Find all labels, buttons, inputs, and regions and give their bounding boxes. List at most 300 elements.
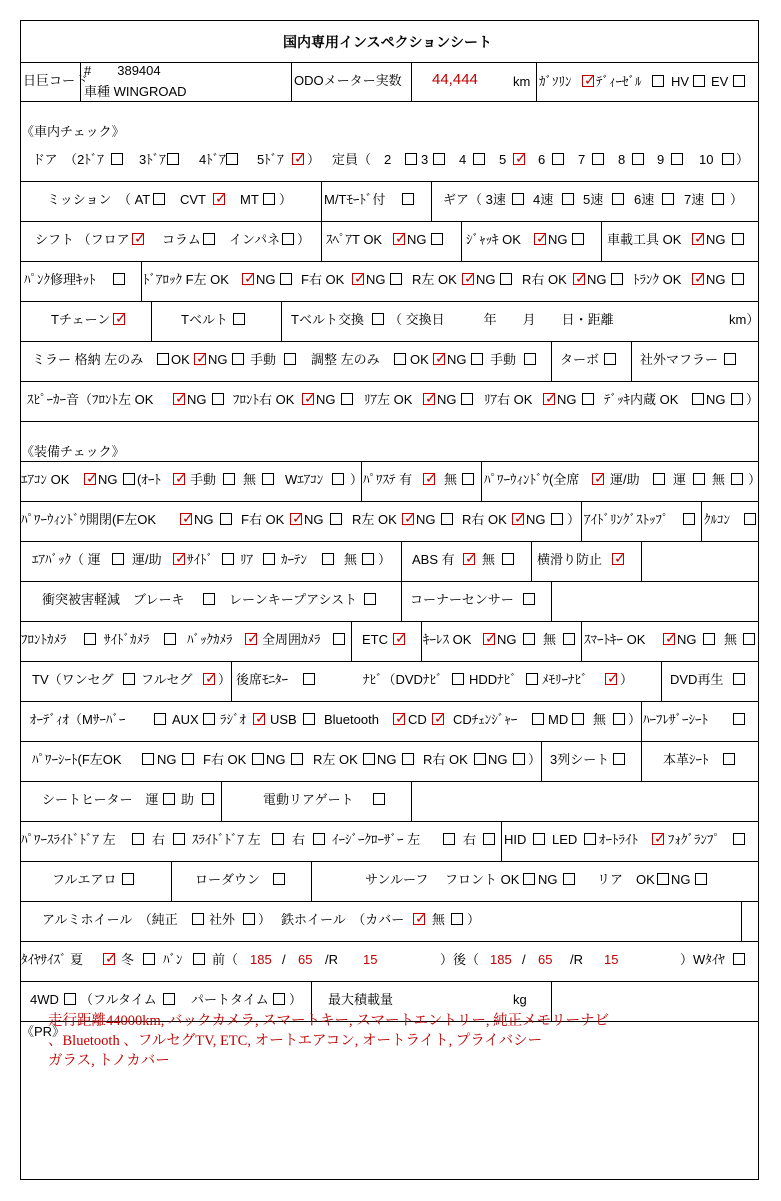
row-divider	[21, 621, 758, 622]
checkbox[interactable]	[733, 673, 745, 685]
checkbox[interactable]	[605, 673, 617, 685]
checkbox[interactable]	[463, 553, 475, 565]
checkbox[interactable]	[252, 753, 264, 765]
checkbox[interactable]	[432, 713, 444, 725]
checkbox[interactable]	[364, 593, 376, 605]
field-label: ミッション （ AT	[47, 192, 151, 207]
field-label: ）	[736, 152, 750, 167]
checkbox[interactable]	[226, 153, 238, 165]
checkbox[interactable]	[733, 713, 745, 725]
row-divider	[21, 901, 758, 902]
field-label: ﾌｫｸﾞﾗﾝﾌﾟ	[668, 832, 720, 847]
checkbox[interactable]	[157, 353, 169, 365]
field-label: ﾌﾛﾝﾄ右 OK	[233, 392, 295, 407]
checkbox[interactable]	[657, 873, 669, 885]
fuel-hv-label: HV	[671, 74, 690, 89]
checkbox[interactable]	[64, 993, 76, 1005]
checkbox[interactable]	[512, 193, 524, 205]
checkbox[interactable]	[662, 193, 674, 205]
field-label: ）	[350, 472, 364, 487]
checkbox[interactable]	[122, 873, 134, 885]
checkbox[interactable]	[173, 473, 185, 485]
field-label: ）	[730, 192, 744, 207]
checkbox[interactable]	[330, 513, 342, 525]
checkbox[interactable]	[154, 713, 166, 725]
checkbox[interactable]	[393, 713, 405, 725]
checkbox[interactable]	[352, 273, 364, 285]
row-divider	[21, 341, 758, 342]
checkbox[interactable]	[523, 593, 535, 605]
checkbox[interactable]	[253, 713, 265, 725]
checkbox[interactable]	[363, 753, 375, 765]
field-label: 無	[543, 632, 557, 647]
checkbox[interactable]	[584, 833, 596, 845]
checkbox[interactable]	[423, 393, 435, 405]
field-label: 無	[344, 552, 358, 567]
checkbox[interactable]	[471, 353, 483, 365]
field-label: ｶｰﾃﾝ	[281, 552, 307, 567]
checkbox[interactable]	[732, 273, 744, 285]
field-label: ﾊﾟﾝｸ修理ｷｯﾄ	[24, 272, 96, 287]
checkbox[interactable]	[632, 153, 644, 165]
field-label: ﾌﾛﾝﾄｶﾒﾗ	[21, 632, 67, 647]
checkbox[interactable]	[390, 273, 402, 285]
field-label: 無	[243, 472, 257, 487]
field-label: Tベルト交換	[291, 312, 364, 327]
field-label: 10	[699, 152, 714, 167]
field-label: ｷｰﾚｽ OK	[423, 632, 472, 647]
checkbox[interactable]	[167, 153, 179, 165]
checkbox[interactable]	[552, 153, 564, 165]
checkbox[interactable]	[563, 633, 575, 645]
row-divider	[21, 101, 758, 102]
field-label: NG	[194, 512, 214, 527]
checkbox[interactable]	[203, 233, 215, 245]
cell-divider	[601, 221, 602, 261]
checkbox[interactable]	[743, 633, 755, 645]
row-divider	[21, 941, 758, 942]
checkbox[interactable]	[302, 393, 314, 405]
checkbox[interactable]	[194, 353, 206, 365]
field-label: 全周囲ｶﾒﾗ	[262, 632, 321, 647]
checkbox[interactable]	[132, 833, 144, 845]
checkbox[interactable]	[273, 873, 285, 885]
checkbox[interactable]	[572, 713, 584, 725]
field-label: ｽﾋﾟｰｶｰ音（ﾌﾛﾝﾄ左 OK	[27, 392, 154, 407]
row-divider	[21, 861, 758, 862]
field-label: パートタイム	[191, 992, 269, 1007]
checkbox[interactable]	[441, 513, 453, 525]
checkbox[interactable]	[612, 193, 624, 205]
field-label: 185	[490, 952, 512, 967]
field-label: ドア （2ﾄﾞｱ	[32, 152, 104, 167]
checkbox[interactable]	[273, 993, 285, 1005]
checkbox[interactable]	[213, 193, 225, 205]
checkbox[interactable]	[474, 753, 486, 765]
field-label: DVD再生	[670, 672, 724, 687]
checkbox[interactable]	[532, 713, 544, 725]
checkbox[interactable]	[393, 633, 405, 645]
checkbox[interactable]	[242, 273, 254, 285]
field-label: NG	[157, 752, 177, 767]
field-label: ﾊﾟﾜｽﾃ 有	[363, 472, 413, 487]
field-label: NG	[407, 232, 427, 247]
odo-label: ODOメーター実数	[294, 73, 402, 88]
checkbox[interactable]	[523, 633, 535, 645]
checkbox[interactable]	[523, 873, 535, 885]
row-divider	[21, 421, 758, 422]
cell-divider	[481, 461, 482, 501]
checkbox[interactable]	[402, 513, 414, 525]
checkbox[interactable]	[113, 313, 125, 325]
checkbox[interactable]	[291, 753, 303, 765]
field-label: ﾊﾞｯｸｶﾒﾗ	[187, 632, 233, 647]
field-label: F右 OK	[203, 752, 247, 767]
checkbox[interactable]	[143, 953, 155, 965]
checkbox[interactable]	[526, 673, 538, 685]
field-label: Tベルト	[181, 312, 228, 327]
checkbox[interactable]	[322, 553, 334, 565]
checkbox[interactable]	[163, 993, 175, 1005]
fuel-gasoline-checkbox[interactable]	[582, 75, 594, 87]
field-label: LED	[552, 832, 578, 847]
checkbox[interactable]	[341, 393, 353, 405]
cell-divider	[531, 541, 532, 581]
field-label: シートヒーター 運	[42, 792, 159, 807]
row-divider	[21, 741, 758, 742]
field-label: NG	[416, 512, 436, 527]
field-label: Tチェーン	[51, 312, 111, 327]
checkbox[interactable]	[84, 473, 96, 485]
field-label: ）	[628, 712, 642, 727]
checkbox[interactable]	[103, 953, 115, 965]
checkbox[interactable]	[612, 553, 624, 565]
checkbox[interactable]	[562, 193, 574, 205]
checkbox[interactable]	[513, 753, 525, 765]
checkbox[interactable]	[262, 473, 274, 485]
checkbox[interactable]	[394, 353, 406, 365]
checkbox[interactable]	[653, 473, 665, 485]
checkbox[interactable]	[703, 633, 715, 645]
checkbox[interactable]	[533, 833, 545, 845]
checkbox[interactable]	[423, 473, 435, 485]
checkbox[interactable]	[272, 833, 284, 845]
field-label: 社外	[209, 912, 236, 927]
checkbox[interactable]	[313, 833, 325, 845]
field-label: ABS 有	[412, 552, 455, 567]
checkbox[interactable]	[473, 153, 485, 165]
checkbox[interactable]	[731, 473, 743, 485]
checkbox[interactable]	[732, 233, 744, 245]
checkbox[interactable]	[243, 913, 255, 925]
checkbox[interactable]	[142, 753, 154, 765]
checkbox[interactable]	[443, 833, 455, 845]
checkbox[interactable]	[223, 473, 235, 485]
checkbox[interactable]	[663, 633, 675, 645]
code-label: 日巨コード	[23, 73, 89, 88]
checkbox[interactable]	[744, 513, 756, 525]
field-label: 調整 左のみ	[311, 352, 380, 367]
field-label: /R	[570, 952, 583, 967]
row-divider	[21, 301, 758, 302]
field-label: 運/助	[610, 472, 640, 487]
odo-value: 44,444	[432, 71, 478, 88]
checkbox[interactable]	[592, 473, 604, 485]
checkbox[interactable]	[431, 233, 443, 245]
checkbox[interactable]	[212, 393, 224, 405]
cell-divider	[661, 661, 662, 701]
field-label: ）	[620, 672, 634, 687]
field-label: ﾃﾞｯｷ内蔵 OK	[604, 392, 679, 407]
checkbox[interactable]	[180, 513, 192, 525]
field-label: CD	[408, 712, 427, 727]
checkbox[interactable]	[111, 153, 123, 165]
field-label: 6	[538, 152, 546, 167]
checkbox[interactable]	[280, 273, 292, 285]
field-label: R左 OK	[352, 512, 397, 527]
checkbox[interactable]	[500, 273, 512, 285]
checkbox[interactable]	[483, 633, 495, 645]
checkbox[interactable]	[193, 953, 205, 965]
cell-divider	[641, 701, 642, 741]
field-label: ﾊﾞﾝ	[163, 952, 183, 967]
checkbox[interactable]	[451, 913, 463, 925]
checkbox[interactable]	[373, 793, 385, 805]
cell-divider	[641, 741, 642, 781]
field-label: 無	[712, 472, 726, 487]
field-label: ）	[467, 912, 481, 927]
checkbox[interactable]	[402, 753, 414, 765]
field-label: 前（	[212, 952, 239, 967]
checkbox[interactable]	[692, 233, 704, 245]
field-label: 無	[444, 472, 458, 487]
field-label: コーナーセンサー	[410, 592, 514, 607]
checkbox[interactable]	[303, 673, 315, 685]
field-label: F右 OK	[241, 512, 285, 527]
checkbox[interactable]	[652, 833, 664, 845]
checkbox[interactable]	[333, 633, 345, 645]
field-label: ﾗｼﾞｵ	[220, 712, 246, 727]
checkbox[interactable]	[173, 393, 185, 405]
checkbox[interactable]	[724, 353, 736, 365]
row-divider	[21, 261, 758, 262]
checkbox[interactable]	[582, 393, 594, 405]
checkbox[interactable]	[462, 473, 474, 485]
checkbox[interactable]	[613, 713, 625, 725]
checkbox[interactable]	[284, 353, 296, 365]
checkbox[interactable]	[112, 553, 124, 565]
checkbox[interactable]	[683, 513, 695, 525]
checkbox[interactable]	[433, 353, 445, 365]
checkbox[interactable]	[332, 473, 344, 485]
checkbox[interactable]	[695, 873, 707, 885]
row-divider	[21, 981, 758, 982]
checkbox[interactable]	[604, 353, 616, 365]
field-label: ギア（ 3速	[443, 192, 506, 207]
checkbox[interactable]	[692, 273, 704, 285]
field-label: NG	[256, 272, 276, 287]
checkbox[interactable]	[203, 713, 215, 725]
checkbox[interactable]	[182, 753, 194, 765]
checkbox[interactable]	[292, 153, 304, 165]
field-label: NG	[437, 392, 457, 407]
checkbox[interactable]	[433, 153, 445, 165]
field-label: 8	[618, 152, 626, 167]
field-label: ﾊﾟﾜｰｽﾗｲﾄﾞﾄﾞｱ 左	[21, 832, 116, 847]
field-label: 右	[292, 832, 306, 847]
cell-divider	[461, 221, 462, 261]
checkbox[interactable]	[220, 513, 232, 525]
checkbox[interactable]	[123, 673, 135, 685]
checkbox[interactable]	[572, 233, 584, 245]
field-label: コラム	[162, 232, 201, 247]
checkbox[interactable]	[263, 193, 275, 205]
checkbox[interactable]	[671, 153, 683, 165]
fuel-diesel-checkbox[interactable]	[652, 75, 664, 87]
checkbox[interactable]	[543, 393, 555, 405]
cell-divider	[411, 62, 412, 101]
field-label: 4WD	[30, 992, 59, 1007]
checkbox[interactable]	[153, 193, 165, 205]
checkbox[interactable]	[222, 553, 234, 565]
field-label: ）後（	[440, 952, 480, 967]
checkbox[interactable]	[232, 353, 244, 365]
field-label: 後席ﾓﾆﾀｰ	[236, 672, 289, 687]
checkbox[interactable]	[693, 473, 705, 485]
checkbox[interactable]	[202, 793, 214, 805]
checkbox[interactable]	[722, 153, 734, 165]
cell-divider	[351, 621, 352, 661]
field-label: F右 OK	[301, 272, 345, 287]
cell-divider	[551, 341, 552, 381]
checkbox[interactable]	[733, 953, 745, 965]
field-label: 7	[578, 152, 586, 167]
field-label: ｽﾗｲﾄﾞﾄﾞｱ 左	[192, 832, 261, 847]
field-label: NG	[304, 512, 324, 527]
field-label: HID	[504, 832, 527, 847]
checkbox[interactable]	[524, 353, 536, 365]
checkbox[interactable]	[372, 313, 384, 325]
checkbox[interactable]	[462, 273, 474, 285]
checkbox[interactable]	[461, 393, 473, 405]
checkbox[interactable]	[203, 673, 215, 685]
cell-divider	[141, 261, 142, 301]
checkbox[interactable]	[512, 513, 524, 525]
field-label: 手動	[190, 472, 217, 487]
field-label: R右 OK	[522, 272, 567, 287]
checkbox[interactable]	[723, 753, 735, 765]
checkbox[interactable]	[123, 473, 135, 485]
field-label: ）	[289, 992, 303, 1007]
checkbox[interactable]	[613, 753, 625, 765]
checkbox[interactable]	[592, 153, 604, 165]
car-model: 車種 WINGROAD	[84, 84, 187, 99]
checkbox[interactable]	[502, 553, 514, 565]
checkbox[interactable]	[290, 513, 302, 525]
checkbox[interactable]	[282, 233, 294, 245]
checkbox[interactable]	[192, 913, 204, 925]
checkbox[interactable]	[132, 233, 144, 245]
checkbox[interactable]	[402, 193, 414, 205]
checkbox[interactable]	[573, 273, 585, 285]
checkbox[interactable]	[692, 393, 704, 405]
fuel-gasoline-label: ｶﾞｿﾘﾝ	[539, 74, 572, 89]
cell-divider	[321, 181, 322, 221]
field-label: 冬	[121, 952, 135, 967]
field-label: 185	[250, 952, 272, 967]
cell-divider	[321, 221, 322, 261]
field-label: NG	[98, 472, 118, 487]
field-label: ｽﾍﾟｱT OK	[326, 232, 383, 247]
checkbox[interactable]	[405, 153, 417, 165]
checkbox[interactable]	[173, 833, 185, 845]
sheet-title: 国内専用インスペクションシート	[283, 34, 492, 50]
field-label: 横滑り防止	[537, 552, 603, 567]
checkbox[interactable]	[233, 313, 245, 325]
checkbox[interactable]	[303, 713, 315, 725]
field-label: ミラー 格納 左のみ	[32, 352, 144, 367]
field-label: CDﾁｪﾝｼﾞｬｰ	[453, 712, 518, 727]
fuel-hv-checkbox[interactable]	[693, 75, 705, 87]
checkbox[interactable]	[452, 673, 464, 685]
checkbox[interactable]	[513, 153, 525, 165]
pr-line: ガラス, トノカバー	[48, 1053, 170, 1069]
field-label: ｻｲﾄﾞｶﾒﾗ	[104, 632, 150, 647]
field-label: （ 交換日 年 月 日・距離	[389, 312, 614, 327]
checkbox[interactable]	[551, 513, 563, 525]
checkbox[interactable]	[163, 793, 175, 805]
checkbox[interactable]	[173, 553, 185, 565]
field-label: R右 OK	[462, 512, 507, 527]
pr-label: 《PR》	[21, 1024, 66, 1039]
checkbox[interactable]	[413, 913, 425, 925]
field-label: 無	[482, 552, 496, 567]
field-label: NG	[488, 752, 508, 767]
field-label: ｱｲﾄﾞﾘﾝｸﾞｽﾄｯﾌﾟ	[584, 512, 669, 527]
field-label: 電動リアゲート	[263, 792, 354, 807]
checkbox[interactable]	[113, 273, 125, 285]
field-label: 定員（ 2	[332, 152, 392, 167]
field-label: NG	[377, 752, 397, 767]
checkbox[interactable]	[245, 633, 257, 645]
field-label: 無	[593, 712, 607, 727]
field-label: /	[282, 952, 286, 967]
field-label: ﾊｰﾌﾚｻﾞｰｼｰﾄ	[643, 712, 708, 727]
field-label: NG	[706, 232, 726, 247]
checkbox[interactable]	[563, 873, 575, 885]
row-divider	[21, 381, 758, 382]
fuel-ev-checkbox[interactable]	[733, 75, 745, 87]
checkbox[interactable]	[534, 233, 546, 245]
checkbox[interactable]	[393, 233, 405, 245]
checkbox[interactable]	[712, 193, 724, 205]
checkbox[interactable]	[84, 633, 96, 645]
field-label: R左 OK	[313, 752, 358, 767]
checkbox[interactable]	[731, 393, 743, 405]
checkbox[interactable]	[611, 273, 623, 285]
checkbox[interactable]	[203, 593, 215, 605]
checkbox[interactable]	[164, 633, 176, 645]
field-label: /	[522, 952, 526, 967]
cell-divider	[231, 661, 232, 701]
pr-line: 走行距離44000km, バックカメラ, スマートキー, スマートエントリー, 純正メモリーナビ	[48, 1013, 610, 1029]
checkbox[interactable]	[263, 553, 275, 565]
checkbox[interactable]	[483, 833, 495, 845]
cell-divider	[581, 501, 582, 541]
cell-divider	[551, 581, 552, 621]
checkbox[interactable]	[362, 553, 374, 565]
checkbox[interactable]	[733, 833, 745, 845]
